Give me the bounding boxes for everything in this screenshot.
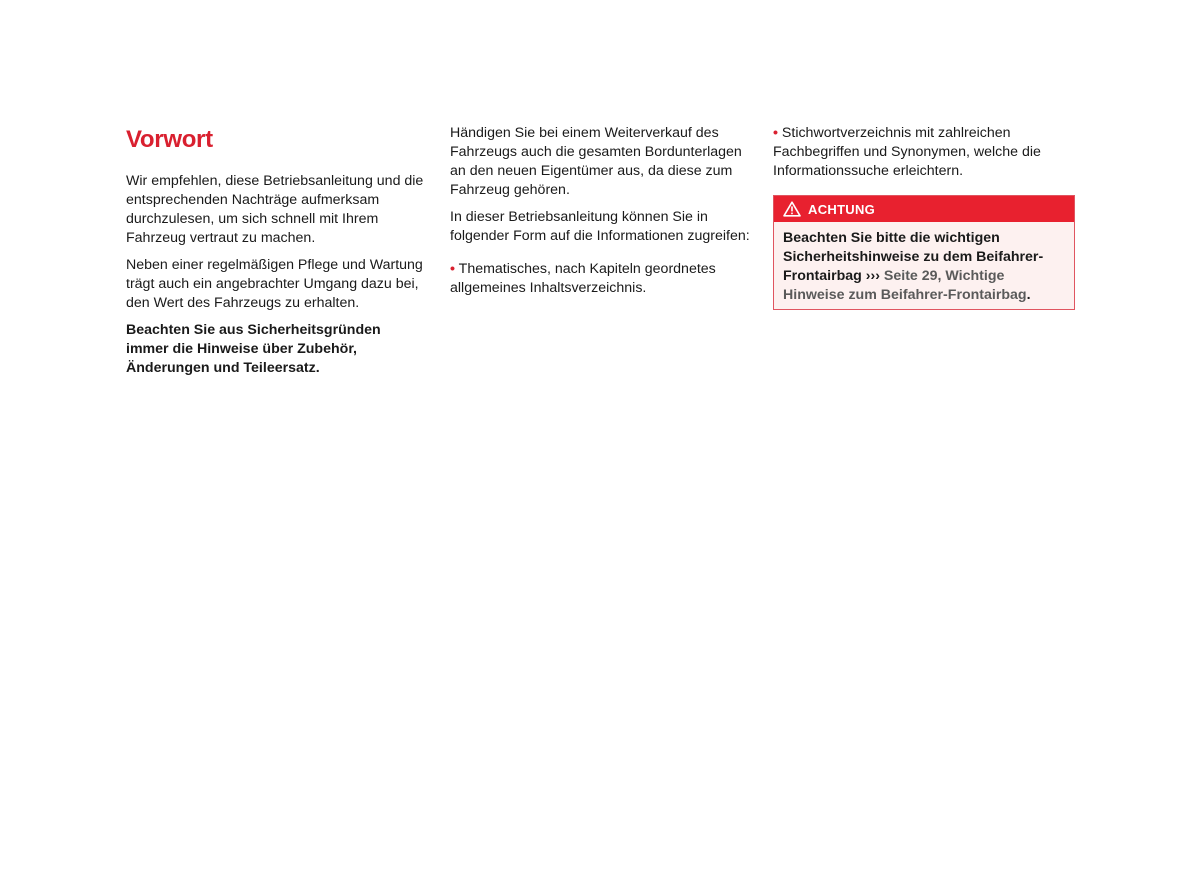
warning-text: Beachten Sie bitte die wichtigen Sicherheitshinweise zu dem Beifahrer-Frontairbag	[783, 230, 1044, 284]
page-title: Vorwort	[126, 126, 213, 153]
column-left	[126, 124, 426, 386]
bullet-text: Stichwortverzeichnis mit zahlreichen Fachbegriffen und Synonymen, welche die Informationssuche erleichtern.	[773, 125, 1041, 179]
link-arrow-icon: ›››	[865, 268, 880, 284]
column-middle	[450, 124, 750, 306]
bullet-dot: •	[450, 261, 455, 277]
warning-body	[774, 222, 1074, 309]
column-right	[773, 124, 1075, 310]
bullet-item-index	[773, 124, 1075, 181]
bullet-text: Thematisches, nach Kapiteln geordnetes allgemeines Inhaltsverzeichnis.	[450, 261, 716, 296]
care-paragraph: Neben einer regelmäßigen Pflege und Wartung trägt auch ein angebrachter Umgang dazu bei, den Wert des Fahrzeugs zu erhalten.	[126, 257, 423, 311]
warning-header-label: ACHTUNG	[808, 201, 876, 217]
warning-triangle-icon	[783, 201, 801, 217]
page-reference-link[interactable]: Seite 29, Wichtige Hinweise zum Beifahrer-Frontairbag	[783, 268, 1027, 303]
warning-box	[773, 195, 1075, 310]
resale-paragraph: Händigen Sie bei einem Weiterverkauf des Fahrzeugs auch die gesamten Bordunterlagen an den neuen Eigentümer aus, da diese zum Fahrzeug gehören.	[450, 125, 742, 198]
bullet-dot: •	[773, 125, 778, 141]
warning-header	[774, 196, 1074, 222]
access-paragraph: In dieser Betriebsanleitung können Sie in folgender Form auf die Informationen zugreifen:	[450, 209, 750, 244]
intro-paragraph: Wir empfehlen, diese Betriebsanleitung und die entsprechenden Nachträge aufmerksam durchzulesen, um sich schnell mit Ihrem Fahrzeug vertraut zu machen.	[126, 173, 424, 246]
warning-end: .	[1026, 287, 1031, 303]
safety-paragraph: Beachten Sie aus Sicherheitsgründen immer die Hinweise über Zubehör, Änderungen und Teileersatz.	[126, 322, 381, 376]
bullet-item-contents	[450, 260, 750, 298]
